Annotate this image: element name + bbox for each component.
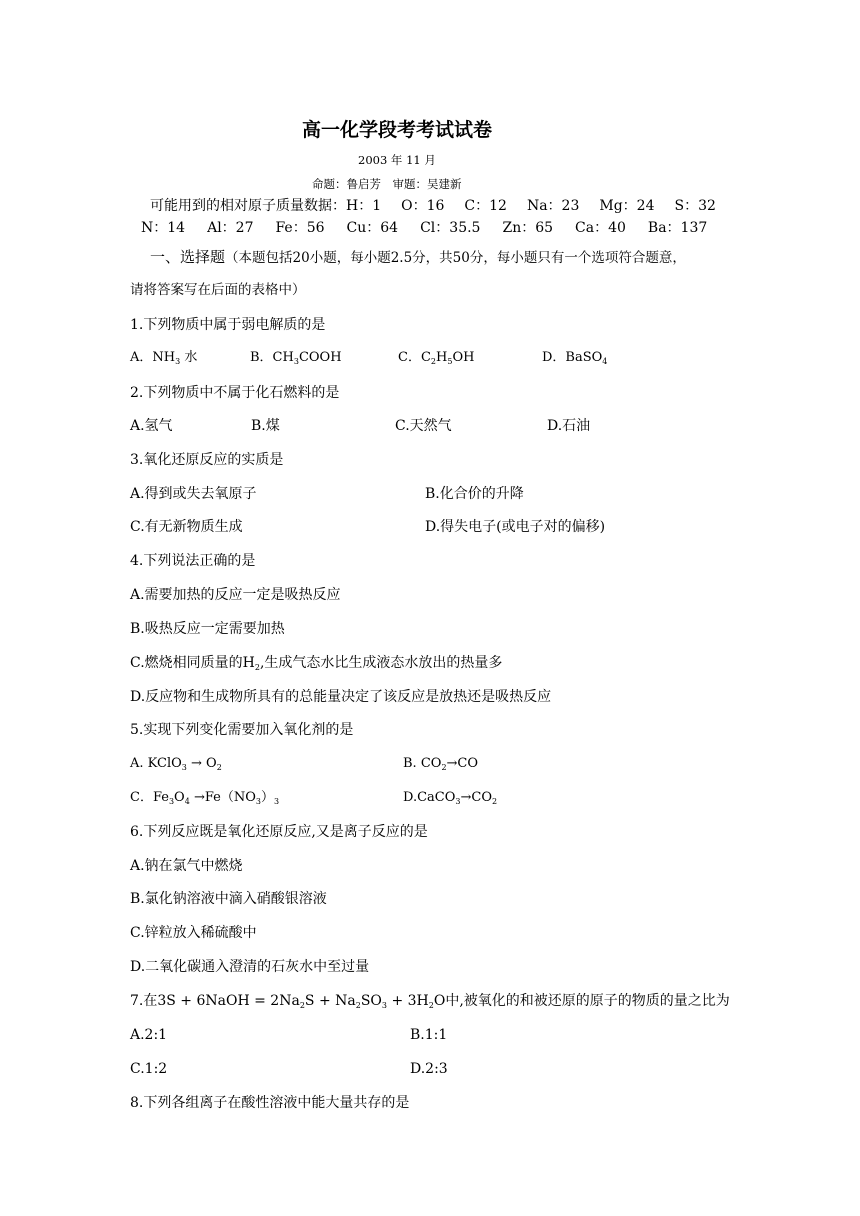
question-6-option-d: D.二氧化碳通入澄清的石灰水中至过量 [130, 959, 370, 975]
mass-fe: Fe：56 [275, 220, 325, 236]
mass-cl: Cl：35.5 [420, 220, 481, 236]
option-b: B.煤 [251, 418, 280, 434]
question-3-option-d: D.得失电子(或电子对的偏移) [425, 519, 606, 535]
question-7-option-a: A.2:1 [130, 1027, 168, 1043]
question-3-option-a: A.得到或失去氧原子 [130, 486, 257, 502]
mass-mg: Mg：24 [599, 198, 655, 214]
atomic-mass-line-2 [141, 219, 707, 237]
atomic-mass-line-1 [150, 197, 716, 215]
page-title: 高一化学段考考试试卷 [302, 119, 493, 141]
question-6-option-a: A.钠在氯气中燃烧 [130, 858, 243, 874]
question-7-stem: 7.在3S + 6NaOH = $2Na_2S + Na_2SO_3 + 3H_2O$中,被氧化的和被还原的原子的物质的量之比为 [130, 993, 730, 1010]
section-note: （本题包括20小题，每小题2.5分，共50分，每小题只有一个选项符合题意， [225, 250, 686, 266]
question-4-option-c: C.燃烧相同质量的$H_2$,生成气态水比生成液态水放出的热量多 [130, 655, 503, 672]
question-7-option-c: C.1:2 [130, 1061, 168, 1077]
option-a: A．$NH_3$ 水 [130, 350, 198, 366]
question-1-stem: 1.下列物质中属于弱电解质的是 [130, 317, 326, 333]
option-d: D.石油 [547, 418, 591, 434]
question-5-option-c: C．$Fe_3O_4 \to Fe(NO_3)_3$ [130, 790, 280, 806]
question-6-option-b: B.氯化钠溶液中滴入硝酸银溶液 [130, 891, 327, 907]
question-4-option-a: A.需要加热的反应一定是吸热反应 [130, 587, 341, 603]
section-heading [150, 248, 686, 267]
option-b: B．$CH_3COOH$ [250, 350, 342, 366]
mass-o: O：16 [401, 198, 445, 214]
question-5-option-d: $D.CaCO_3\to CO_2$ [403, 790, 498, 806]
option-c: C.天然气 [395, 418, 452, 434]
exam-date: 2003 年 11 月 [358, 153, 436, 167]
mass-s: S：32 [674, 198, 716, 214]
question-5-stem: 5.实现下列变化需要加入氧化剂的是 [130, 722, 354, 738]
mass-n: N：14 [141, 220, 186, 236]
mass-cu: Cu：64 [346, 220, 399, 236]
question-4-option-b: B.吸热反应一定需要加热 [130, 621, 285, 637]
question-4-stem: 4.下列说法正确的是 [130, 553, 256, 569]
mass-h: H：1 [346, 198, 382, 214]
option-d: D．BaSO$_4$ [542, 350, 608, 366]
mass-ba: Ba：137 [647, 220, 708, 236]
question-6-option-c: C.锌粒放入稀硫酸中 [130, 925, 257, 941]
mass-na: Na：23 [526, 198, 580, 214]
mass-al: Al：27 [207, 220, 254, 236]
question-4-option-d: D.反应物和生成物所具有的总能量决定了该反应是放热还是吸热反应 [130, 689, 552, 705]
exam-authors: 命题：鲁启芳 审题：吴建新 [312, 177, 462, 191]
section-note-continued: 请将答案写在后面的表格中） [130, 282, 306, 298]
question-6-stem: 6.下列反应既是氧化还原反应,又是离子反应的是 [130, 824, 428, 840]
atomic-mass-label: 可能用到的相对原子质量数据： [150, 198, 346, 214]
option-c: C．$C_2H_5OH$ [398, 350, 475, 366]
question-2-stem: 2.下列物质中不属于化石燃料的是 [130, 385, 340, 401]
question-3-option-c: C.有无新物质生成 [130, 519, 243, 535]
question-5-option-b: B. $CO_2\to CO$ [403, 756, 479, 772]
mass-c: C：12 [464, 198, 507, 214]
question-5-option-a: A. KClO$_3$ → $O_2$ [130, 756, 222, 772]
question-8-stem: 8.下列各组离子在酸性溶液中能大量共存的是 [130, 1095, 410, 1111]
mass-zn: Zn：65 [502, 220, 554, 236]
question-3-stem: 3.氧化还原反应的实质是 [130, 452, 284, 468]
question-3-option-b: B.化合价的升降 [425, 486, 524, 502]
section-title: 一、选择题 [150, 248, 226, 266]
mass-ca: Ca：40 [575, 220, 626, 236]
question-7-option-d: D.2:3 [410, 1061, 448, 1077]
option-a: A.氢气 [130, 418, 173, 434]
question-7-option-b: B.1:1 [410, 1027, 448, 1043]
